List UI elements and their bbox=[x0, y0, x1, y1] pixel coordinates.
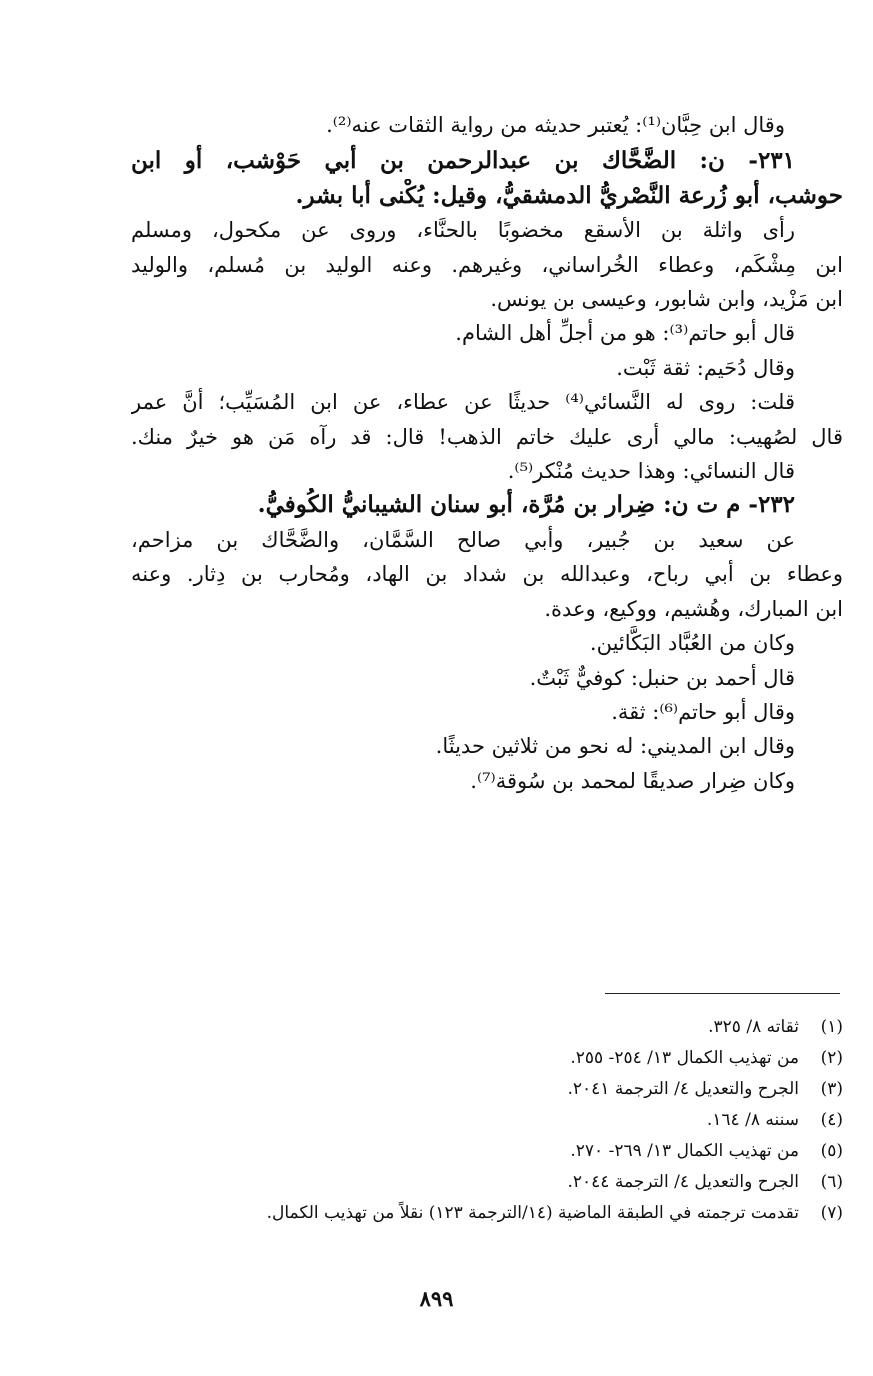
text-line: وكان ضِرار صديقًا لمحمد بن سُوقة⁽⁷⁾. bbox=[470, 768, 795, 793]
text-line: ابن المبارك، وهُشيم، ووكيع، وعدة. bbox=[544, 596, 843, 621]
footnote-text: الجرح والتعديل ٤/ الترجمة ٢٠٤١. bbox=[567, 1079, 799, 1099]
footnote-divider bbox=[605, 993, 840, 994]
footnote-text: سننه ٨/ ١٦٤. bbox=[706, 1110, 799, 1130]
entry-heading-232: ٢٣٢- م ت ن: ضِرار بن مُرَّة، أبو سنان الشيبانيُّ الكُوفيُّ. bbox=[257, 491, 795, 519]
footnote bbox=[131, 1012, 843, 1043]
text-line: وقال ابن حِبَّان⁽¹⁾: يُعتبر حديثه من رواية الثقات عنه⁽²⁾. bbox=[326, 113, 785, 137]
text-line: قال أبو حاتم⁽³⁾: هو من أجلِّ أهل الشام. bbox=[455, 321, 795, 346]
text-line: ابن مَزْيد، وابن شابور، وعيسى بن يونس. bbox=[490, 287, 843, 312]
text-line: وقال أبو حاتم⁽⁶⁾: ثقة. bbox=[611, 699, 795, 724]
text-line: وكان من العُبَّاد البَكَّائين. bbox=[589, 631, 795, 656]
footnote-text: من تهذيب الكمال ١٣/ ٢٥٤- ٢٥٥. bbox=[570, 1048, 799, 1068]
footnote bbox=[131, 1074, 843, 1105]
footnote-number: (٢) bbox=[820, 1048, 843, 1068]
text-line: قال أحمد بن حنبل: كوفيٌّ ثَبْتٌ. bbox=[529, 665, 795, 690]
text-line: عن سعيد بن جُبير، وأبي صالح السَّمَّان، والضَّحَّاك بن مزاحم، bbox=[131, 527, 795, 552]
footnote-text: ثقاته ٨/ ٣٢٥. bbox=[708, 1017, 799, 1037]
footnote bbox=[131, 1105, 843, 1136]
page-number: ٨٩٩ bbox=[419, 1286, 454, 1311]
entry-heading-231: ٢٣١- ن: الضَّحَّاك بن عبدالرحمن بن أبي حَوْشب، أو ابن bbox=[131, 147, 795, 175]
footnote-number: (٤) bbox=[820, 1110, 843, 1130]
text-line: قلت: روى له النَّسائي⁽⁴⁾ حديثًا عن عطاء، عن ابن المُسَيِّب؛ أنَّ عمر bbox=[131, 390, 795, 415]
footnote-text: من تهذيب الكمال ١٣/ ٢٦٩- ٢٧٠. bbox=[570, 1141, 799, 1161]
text-line: ابن مِشْكَم، وعطاء الخُراساني، وغيرهم. وعنه الوليد بن مُسلم، والوليد bbox=[131, 252, 843, 277]
footnote bbox=[131, 1198, 843, 1229]
text-line: قال لصُهيب: مالي أرى عليك خاتم الذهب! قال: قد رآه مَن هو خيرٌ منك. bbox=[131, 424, 843, 449]
footnotes bbox=[131, 1012, 843, 1229]
text-line: وقال ابن المديني: له نحو من ثلاثين حديثًا. bbox=[435, 734, 795, 759]
footnote-number: (٣) bbox=[820, 1079, 843, 1099]
footnote bbox=[131, 1167, 843, 1198]
footnote-number: (٥) bbox=[820, 1141, 843, 1161]
text-line: وعطاء بن أبي رباح، وعبدالله بن شداد بن الهاد، ومُحارب بن دِثار. وعنه bbox=[131, 562, 843, 587]
text-line: وقال دُحَيم: ثقة ثَبْت. bbox=[616, 355, 795, 380]
main-text bbox=[131, 108, 843, 798]
entry-heading-231-cont: حوشب، أبو زُرعة النَّصْريُّ الدمشقيُّ، وقيل: يُكْنى أبا بشر. bbox=[295, 181, 843, 209]
footnote-number: (١) bbox=[820, 1017, 843, 1037]
footnote-number: (٦) bbox=[820, 1172, 843, 1192]
footnote-number: (٧) bbox=[820, 1203, 843, 1223]
footnote bbox=[131, 1043, 843, 1074]
footnote bbox=[131, 1136, 843, 1167]
text-line: قال النسائي: وهذا حديث مُنْكر⁽⁵⁾. bbox=[507, 459, 795, 484]
footnote-text: الجرح والتعديل ٤/ الترجمة ٢٠٤٤. bbox=[567, 1172, 799, 1192]
footnote-text: تقدمت ترجمته في الطبقة الماضية (١٤/الترجمة ١٢٣) نقلاً من تهذيب الكمال. bbox=[266, 1203, 799, 1223]
text-line: رأى واثلة بن الأسقع مخضوبًا بالحنَّاء، وروى عن مكحول، ومسلم bbox=[131, 218, 795, 243]
